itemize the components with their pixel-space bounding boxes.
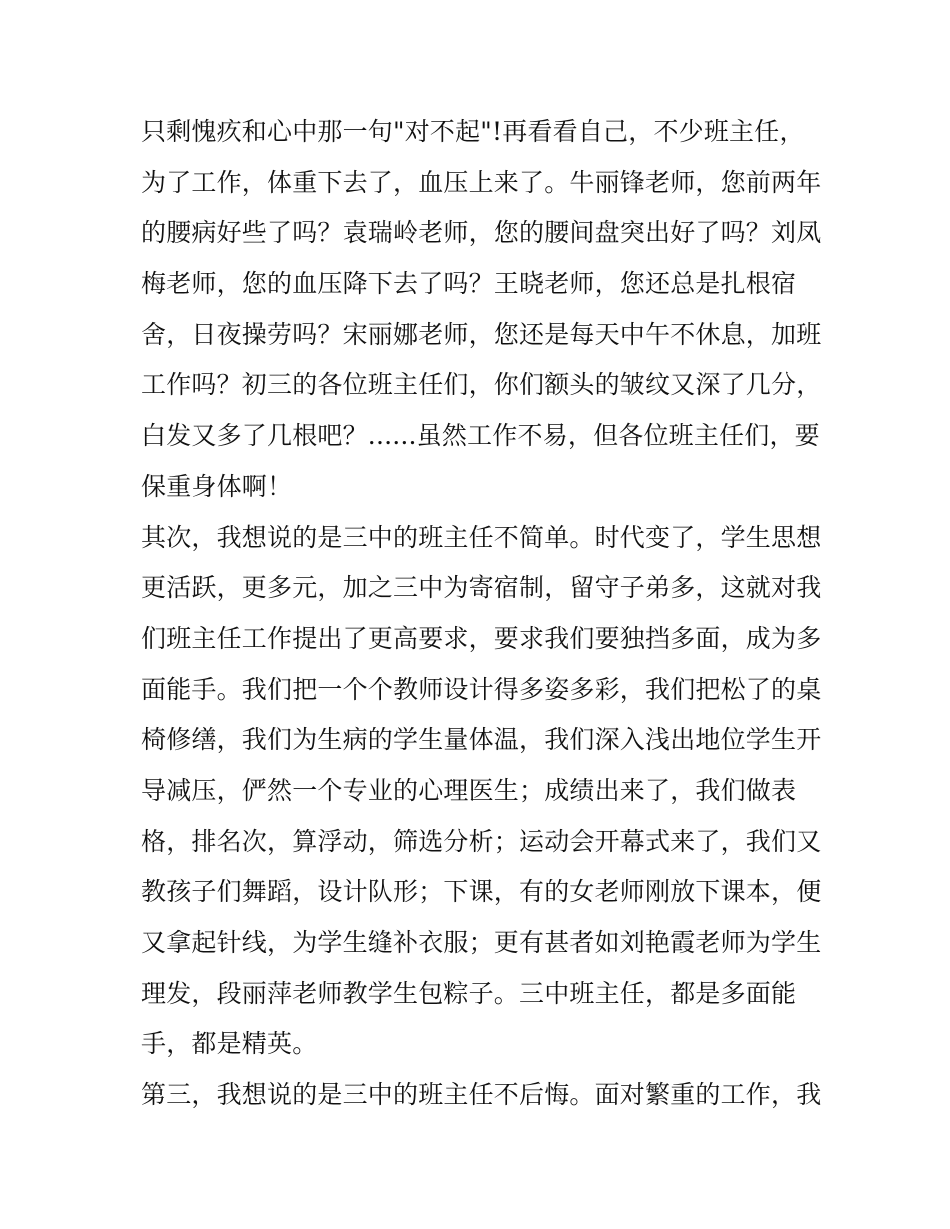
text-line-14: 导减压，俨然一个专业的心理医生；成绩出来了，我们做表 (141, 775, 797, 805)
text-line-16: 教孩子们舞蹈，设计队形；下课，有的女老师刚放下课本，便 (141, 877, 822, 907)
text-line-18: 理发，段丽萍老师教学生包粽子。三中班主任，都是多面能 (141, 978, 797, 1008)
text-line-10: 更活跃，更多元，加之三中为寄宿制，留守子弟多，这就对我 (141, 573, 822, 603)
text-line-3: 的腰病好些了吗？袁瑞岭老师，您的腰间盘突出好了吗？刘凤 (141, 218, 822, 248)
document-body (141, 107, 821, 1121)
text-line-7: 白发又多了几根吧？......虽然工作不易，但各位班主任们，要 (141, 421, 820, 451)
text-line-19: 手，都是精英。 (141, 1029, 318, 1059)
text-line-2: 为了工作，体重下去了，血压上来了。牛丽锋老师，您前两年 (141, 167, 822, 197)
text-line-11: 们班主任工作提出了更高要求，要求我们要独挡多面，成为多 (141, 623, 822, 653)
text-line-4: 梅老师，您的血压降下去了吗？王晓老师，您还总是扎根宿 (141, 269, 797, 299)
text-line-9: 其次，我想说的是三中的班主任不简单。时代变了，学生思想 (141, 522, 822, 552)
text-line-6: 工作吗？初三的各位班主任们，你们额头的皱纹又深了几分， (141, 370, 822, 400)
text-line-17: 又拿起针线，为学生缝补衣服；更有甚者如刘艳霞老师为学生 (141, 928, 822, 957)
text-line-12: 面能手。我们把一个个教师设计得多姿多彩，我们把松了的桌 (141, 674, 822, 704)
text-line-1: 只剩愧疚和心中那一句"对不起"!再看看自己，不少班主任， (141, 117, 805, 146)
text-line-20: 第三，我想说的是三中的班主任不后悔。面对繁重的工作，我 (141, 1080, 822, 1110)
text-line-8: 保重身体啊！ (141, 471, 293, 501)
text-line-15: 格，排名次，算浮动，筛选分析；运动会开幕式来了，我们又 (141, 826, 822, 856)
text-line-13: 椅修缮，我们为生病的学生量体温，我们深入浅出地位学生开 (141, 725, 822, 755)
text-line-5: 舍，日夜操劳吗？宋丽娜老师，您还是每天中午不休息，加班 (141, 319, 822, 349)
